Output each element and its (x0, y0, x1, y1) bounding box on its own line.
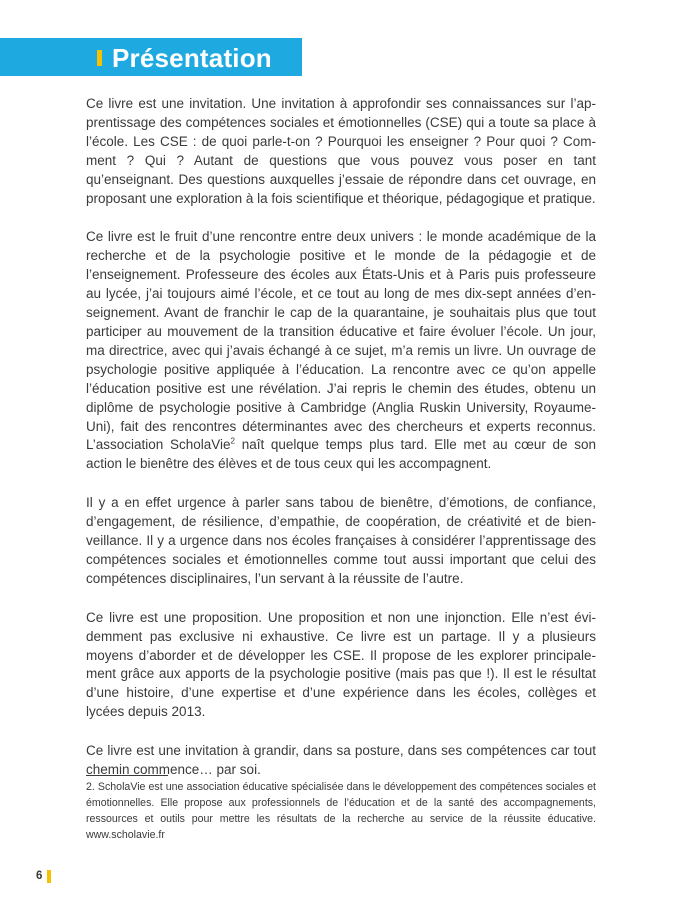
footnote-divider (86, 775, 168, 776)
page-number: 6 (36, 870, 43, 882)
page-number-accent (47, 870, 51, 883)
title-accent-bar (97, 50, 102, 66)
paragraph-3: Il y a en effet urgence à parler sans tabou de bienêtre, d’émotions, de confiance, d’engagement, de résilience, d’empathie, de coopération, de créativité et de bienveillance. Il y a urgence dans nos écoles françaises à considérer l’apprentissage des compétences sociales et émotionnelles comme tout aussi important que celui des compétences disciplinaires, l’un servant à la réussite de l’autre. (86, 495, 596, 586)
footnote-reference: 2 (230, 436, 235, 446)
paragraph-2-tail: naît quelque temps plus tard. Elle met au cœur de son action le bienêtre des élèves et de tous ceux qui les accompagnent. (86, 437, 596, 472)
footnote: 2. ScholaVie est une association éducative spécialisée dans le développement des compétences sociales et émotionnelles. Elle propose aux professionnels de l’éducation et de la santé des accompagnements, ressources et outils pour mettre les résultats de la recherche au service de la réussite éducative. www.scholavie.fr (86, 781, 596, 841)
page-title: Présentation (112, 43, 272, 73)
paragraph-2-text: Ce livre est le fruit d’une rencontre entre deux univers : le monde académique de la recherche et de la psychologie positive et le monde de la pédagogie et de l’enseignement. Professeure des écoles aux États-Unis et à Paris puis professeure au lycée, j’ai toujours aimé l’école, et ce tout au long de mes dix-sept années d’enseignement. Avant de franchir le cap de la quarantaine, je souhaitais plus que tout participer au mouvement de la transition éducative et faire évoluer l’école. Un jour, ma directrice, avec qui j’avais échangé à ce sujet, m’a remis un livre. Un ouvrage de psychologie positive appliquée à l’éducation. La rencontre avec ce qu’on appelle l’éducation positive est une révélation. J’ai repris le chemin des études, obtenu un diplôme de psychologie positive à Cambridge (Anglia Ruskin University, Royaume-Uni), fait des rencontres déterminantes avec des chercheurs et experts reconnus. L’association ScholaVie (86, 229, 596, 453)
title-banner (0, 38, 302, 76)
paragraph-1: Ce livre est une invitation. Une invitation à approfondir ses connaissances sur l’apprentissage des compétences sociales et émotionnelles (CSE) qui a toute sa place à l’école. Les CSE : de quoi parle-t-on ? Pourquoi les enseigner ? Pour quoi ? Comment ? Qui ? Autant de questions que vous pouvez vous poser en tant qu’enseignant. Des questions auxquelles j’essaie de répondre dans cet ouvrage, en proposant une exploration à la fois scientifique et théorique, pédagogique et pratique. (86, 96, 596, 206)
body-text (86, 95, 596, 800)
paragraph-5: Ce livre est une invitation à grandir, dans sa posture, dans ses compétences car tout chemin commence… par soi. (86, 743, 596, 778)
paragraph-2 (86, 228, 596, 474)
paragraph-4: Ce livre est une proposition. Une proposition et non une injonction. Elle n’est évidemment pas exclusive ni exhaustive. Ce livre est un partage. Il y a plusieurs moyens d’aborder et de développer les CSE. Il propose de les explorer principalement grâce aux apports de la psychologie positive (mais pas que !). Il est le résultat d’une histoire, d’une expertise et d’une expérience dans les écoles, collèges et lycées depuis 2013. (86, 609, 596, 720)
